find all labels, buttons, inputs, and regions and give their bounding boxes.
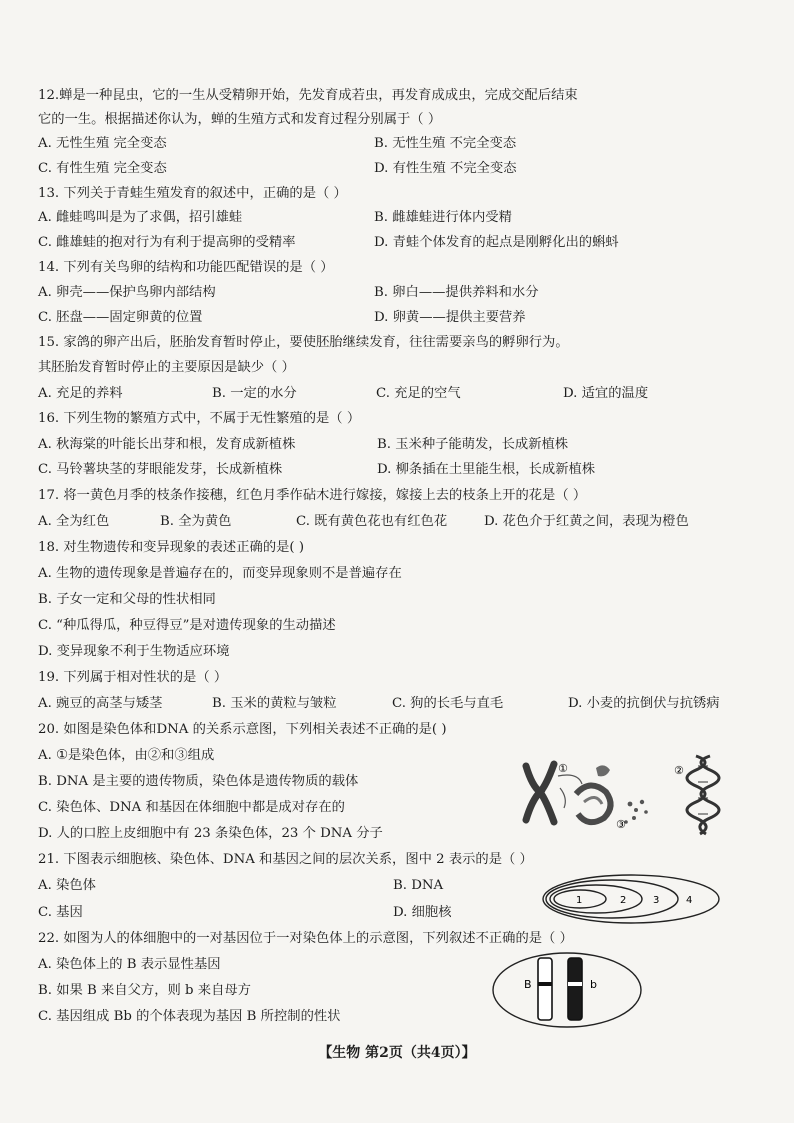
q12-option-b: B. 无性生殖 不完全变态 [374, 136, 517, 151]
q15-option-c: C. 充足的空气 [376, 386, 461, 401]
q14-option-c: C. 胚盘——固定卵黄的位置 [38, 310, 203, 325]
q19-option-c: C. 狗的长毛与直毛 [392, 696, 504, 711]
q18-option-d: D. 变异现象不利于生物适应环境 [38, 644, 230, 659]
q16-option-d: D. 柳条插在土里能生根，长成新植株 [377, 462, 596, 477]
q12-option-d: D. 有性生殖 不完全变态 [374, 161, 517, 176]
ellipse-label-2: 2 [620, 895, 627, 906]
ellipse-label-1: 1 [576, 895, 583, 906]
q16-option-c: C. 马铃薯块茎的芽眼能发芽，长成新植株 [38, 462, 283, 477]
q12-option-a: A. 无性生殖 完全变态 [38, 136, 167, 151]
coiled-fiber [576, 785, 611, 822]
q14-stem: 14. 下列有关鸟卵的结构和功能匹配错误的是（ ） [38, 260, 334, 275]
q21-option-a: A. 染色体 [38, 878, 96, 893]
q16-option-a: A. 秋海棠的叶能长出芽和根，发育成新植株 [38, 437, 296, 452]
q17-option-c: C. 既有黄色花也有红色花 [296, 514, 448, 529]
chromosome-dna-figure [518, 748, 758, 836]
q18-stem: 18. 对生物遗传和变异现象的表述正确的是( ) [38, 540, 305, 555]
chromosome-right [568, 958, 582, 1020]
q21-option-c: C. 基因 [38, 905, 83, 920]
q15-option-d: D. 适宜的温度 [563, 386, 649, 401]
q22-option-b: B. 如果 B 来自父方，则 b 来自母方 [38, 983, 251, 998]
q17-stem: 17. 将一黄色月季的枝条作接穗，红色月季作砧木进行嫁接，嫁接上去的枝条上开的花是（ ） [38, 488, 587, 503]
chromosome-left [538, 958, 552, 1020]
nested-ellipses-figure [540, 872, 722, 926]
q20-stem: 20. 如图是染色体和DNA 的关系示意图，下列相关表述不正确的是( ) [38, 722, 447, 737]
q15-stem-line2: 其胚胎发育暂时停止的主要原因是缺少（ ） [38, 360, 295, 375]
q19-stem: 19. 下列属于相对性状的是（ ） [38, 670, 228, 685]
q12-stem-line1: 12.蝉是一种昆虫，它的一生从受精卵开始，先发育成若虫，再发育成成虫，完成交配后结束 [38, 88, 578, 103]
figure-label-1: ① [558, 762, 568, 775]
q13-option-b: B. 雌雄蛙进行体内受精 [374, 210, 512, 225]
ellipse-label-4: 4 [686, 895, 693, 906]
q12-stem-line2: 它的一生。根据描述你认为，蝉的生殖方式和发育过程分别属于（ ） [38, 112, 442, 127]
q15-option-a: A. 充足的养料 [38, 386, 123, 401]
q21-stem: 21. 下图表示细胞核、染色体、DNA 和基因之间的层次关系，图中 2 表示的是（ ） [38, 852, 533, 867]
q16-stem: 16. 下列生物的繁殖方式中，不属于无性繁殖的是（ ） [38, 411, 361, 426]
q21-option-b: B. DNA [393, 878, 444, 893]
q13-option-d: D. 青蛙个体发育的起点是刚孵化出的蝌蚪 [374, 235, 619, 250]
q20-option-c: C. 染色体、DNA 和基因在体细胞中都是成对存在的 [38, 800, 345, 815]
chromosome-shape [526, 764, 554, 822]
q14-option-a: A. 卵壳——保护鸟卵内部结构 [38, 285, 216, 300]
q21-option-d: D. 细胞核 [393, 905, 452, 920]
gene-label-recessive: b [590, 978, 597, 991]
q18-option-c: C. “种瓜得瓜，种豆得豆”是对遗传现象的生动描述 [38, 618, 336, 633]
figure-label-2: ② [674, 764, 684, 777]
q15-option-b: B. 一定的水分 [212, 386, 297, 401]
q17-option-d: D. 花色介于红黄之间，表现为橙色 [484, 514, 689, 529]
q17-option-b: B. 全为黄色 [160, 514, 232, 529]
q20-option-d: D. 人的口腔上皮细胞中有 23 条染色体，23 个 DNA 分子 [38, 826, 383, 841]
q13-option-a: A. 雌蛙鸣叫是为了求偶，招引雄蛙 [38, 210, 243, 225]
ellipse-label-3: 3 [653, 895, 660, 906]
page-footer: 【生物 第2页（共4页）】 [318, 1045, 476, 1061]
q12-option-c: C. 有性生殖 完全变态 [38, 161, 167, 176]
q15-stem-line1: 15. 家鸽的卵产出后，胚胎发育暂时停止，要使胚胎继续发育，往往需要亲鸟的孵卵行为。 [38, 335, 569, 350]
q17-option-a: A. 全为红色 [38, 514, 110, 529]
q20-option-a: A. ①是染色体，由②和③组成 [38, 748, 215, 763]
protein-dots [624, 800, 648, 824]
figure-label-3: ③ [616, 818, 626, 831]
q13-option-c: C. 雌雄蛙的抱对行为有利于提高卵的受精率 [38, 235, 296, 250]
q14-option-d: D. 卵黄——提供主要营养 [374, 310, 526, 325]
q22-stem: 22. 如图为人的体细胞中的一对基因位于一对染色体上的示意图，下列叙述不正确的是（ ） [38, 931, 573, 946]
q18-option-b: B. 子女一定和父母的性状相同 [38, 592, 216, 607]
q19-option-d: D. 小麦的抗倒伏与抗锈病 [568, 696, 720, 711]
q19-option-a: A. 豌豆的高茎与矮茎 [38, 696, 163, 711]
q13-stem: 13. 下列关于青蛙生殖发育的叙述中，正确的是（ ） [38, 186, 347, 201]
q18-option-a: A. 生物的遗传现象是普遍存在的，而变异现象则不是普遍存在 [38, 566, 402, 581]
dna-helix [687, 756, 719, 834]
q22-option-c: C. 基因组成 Bb 的个体表现为基因 B 所控制的性状 [38, 1009, 341, 1024]
q14-option-b: B. 卵白——提供养料和水分 [374, 285, 539, 300]
gene-label-dominant: B [524, 978, 532, 991]
q19-option-b: B. 玉米的黄粒与皱粒 [212, 696, 337, 711]
q20-option-b: B. DNA 是主要的遗传物质，染色体是遗传物质的载体 [38, 774, 359, 789]
gene-pair-figure [490, 950, 644, 1030]
q16-option-b: B. 玉米种子能萌发，长成新植株 [377, 437, 569, 452]
q22-option-a: A. 染色体上的 B 表示显性基因 [38, 957, 221, 972]
